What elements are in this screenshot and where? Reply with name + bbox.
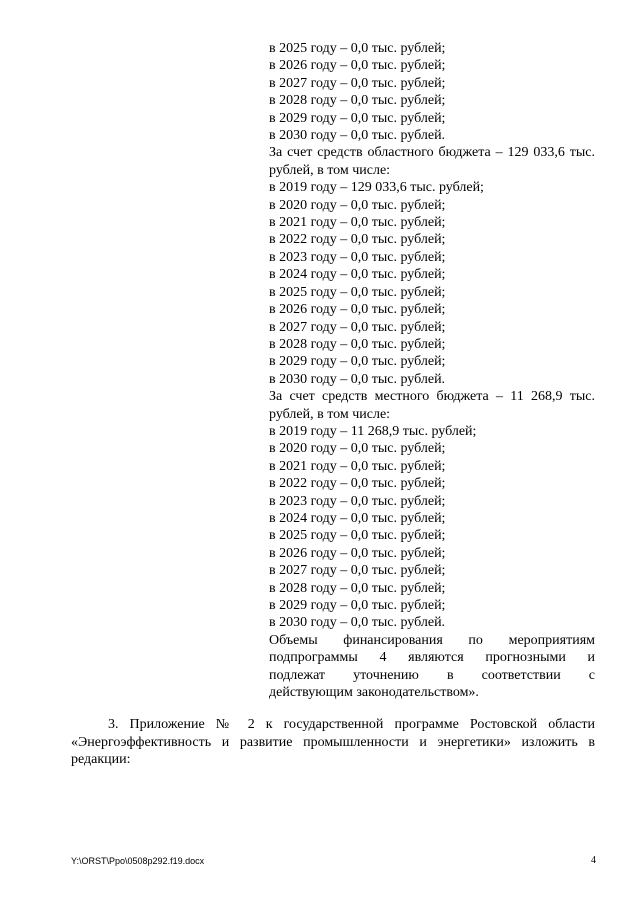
text-line: За счет средств областного бюджета – 129 033,6 тыс. [269, 145, 595, 161]
text-line: в 2028 году – 0,0 тыс. рублей; [269, 336, 446, 352]
text-line: в 2029 году – 0,0 тыс. рублей; [269, 354, 446, 370]
text-line: в 2030 году – 0,0 тыс. рублей. [269, 371, 446, 387]
text-line: в 2023 году – 0,0 тыс. рублей; [269, 249, 446, 265]
text-line: в 2022 году – 0,0 тыс. рублей; [269, 232, 446, 248]
text-line: в 2022 году – 0,0 тыс. рублей; [269, 476, 446, 492]
paragraph-line: редакции: [71, 752, 131, 768]
text-line: в 2020 году – 0,0 тыс. рублей; [269, 441, 446, 457]
footer-file-path: Y:\ORST\Ppo\0508p292.f19.docx [71, 856, 205, 866]
text-line: в 2027 году – 0,0 тыс. рублей; [269, 75, 446, 91]
text-line: в 2019 году – 129 033,6 тыс. рублей; [269, 180, 484, 196]
text-line: Объемы финансирования по мероприятиям [269, 632, 595, 648]
text-line: в 2023 году – 0,0 тыс. рублей; [269, 493, 446, 509]
text-line: подлежат уточнению в соответствии с [269, 667, 595, 683]
text-line: рублей, в том числе: [269, 162, 391, 178]
page-number: 4 [591, 855, 596, 866]
text-line: в 2019 году – 11 268,9 тыс. рублей; [269, 423, 477, 439]
text-line: подпрограммы 4 являются прогнозными и [269, 650, 595, 666]
text-line: в 2028 году – 0,0 тыс. рублей; [269, 93, 446, 109]
paragraph-line: «Энергоэффективность и развитие промышленности и энергетики» изложить в [71, 734, 595, 750]
text-line: в 2027 году – 0,0 тыс. рублей; [269, 563, 446, 579]
text-line: в 2030 году – 0,0 тыс. рублей. [269, 615, 446, 631]
text-line: в 2024 году – 0,0 тыс. рублей; [269, 267, 446, 283]
text-line: в 2030 году – 0,0 тыс. рублей. [269, 128, 446, 144]
text-line: в 2025 году – 0,0 тыс. рублей; [269, 41, 446, 56]
text-line: в 2021 году – 0,0 тыс. рублей; [269, 215, 446, 231]
text-line: рублей, в том числе: [269, 406, 391, 422]
text-line: в 2026 году – 0,0 тыс. рублей; [269, 302, 446, 318]
text-line: действующим законодательством». [269, 685, 479, 701]
paragraph-line: 3. Приложение № 2 к государственной программе Ростовской области [108, 717, 595, 732]
text-line: в 2026 году – 0,0 тыс. рублей; [269, 58, 446, 74]
text-line: За счет средств местного бюджета – 11 268,9 тыс. [269, 389, 595, 405]
paragraph-3 [71, 716, 595, 769]
text-line: в 2025 году – 0,0 тыс. рублей; [269, 284, 446, 300]
text-line: в 2028 году – 0,0 тыс. рублей; [269, 580, 446, 596]
financing-column [269, 40, 595, 701]
text-line: в 2021 году – 0,0 тыс. рублей; [269, 458, 446, 474]
text-line: в 2024 году – 0,0 тыс. рублей; [269, 510, 446, 526]
text-line: в 2027 году – 0,0 тыс. рублей; [269, 319, 446, 335]
text-line: в 2025 году – 0,0 тыс. рублей; [269, 528, 446, 544]
text-line: в 2026 году – 0,0 тыс. рублей; [269, 545, 446, 561]
text-line: в 2029 году – 0,0 тыс. рублей; [269, 110, 446, 126]
text-line: в 2029 году – 0,0 тыс. рублей; [269, 598, 446, 613]
text-line: в 2020 году – 0,0 тыс. рублей; [269, 197, 446, 213]
